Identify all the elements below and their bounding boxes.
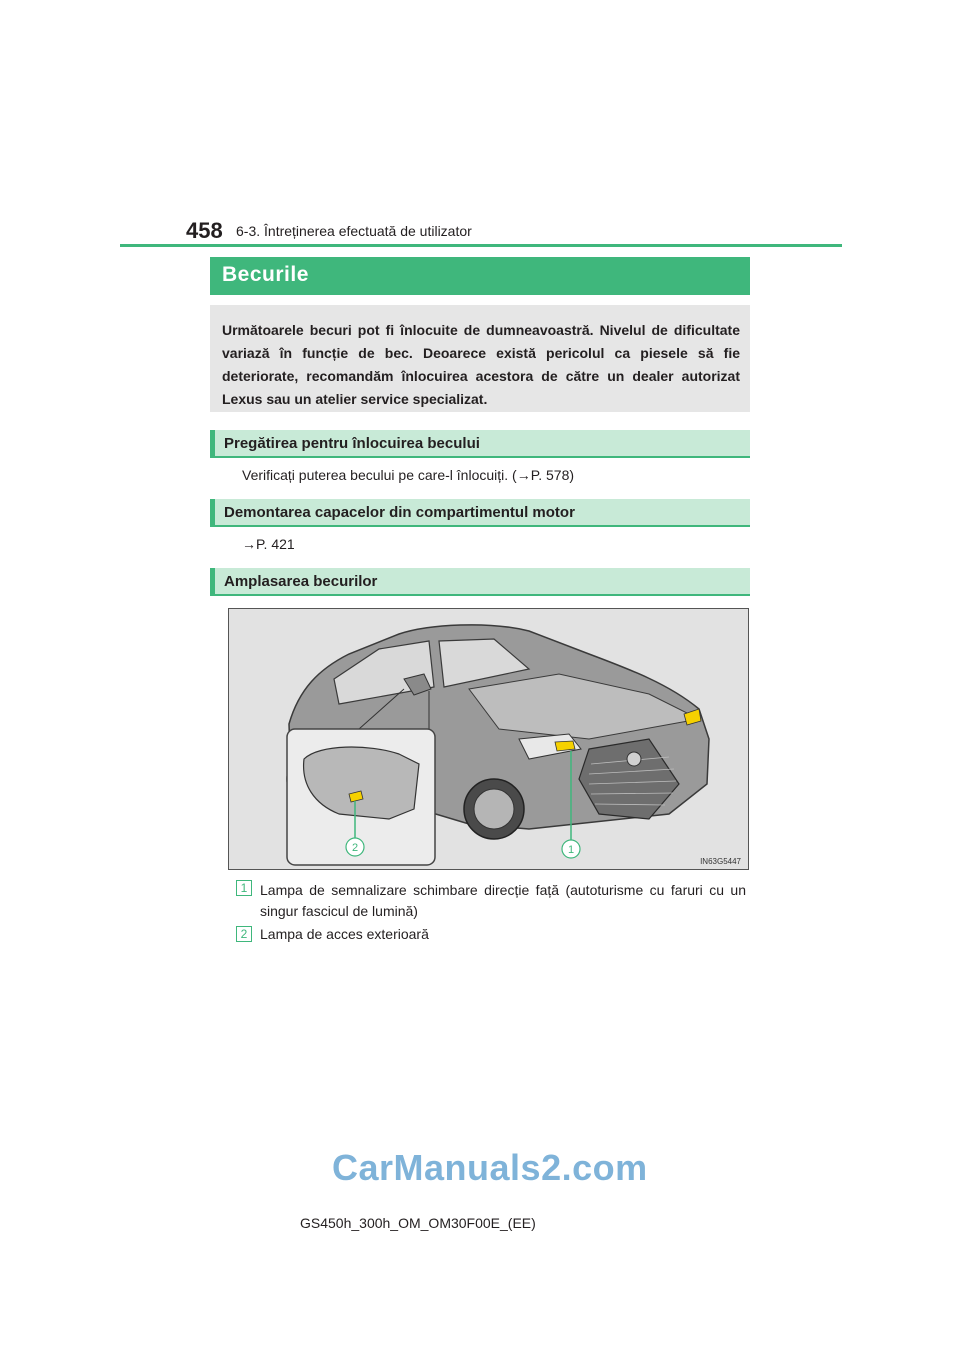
title-bar xyxy=(210,257,750,295)
covers-reference: →P. 421 xyxy=(242,536,295,552)
header-rule xyxy=(120,244,842,247)
legend-number: 1 xyxy=(236,880,252,896)
subheading-label: Demontarea capacelor din compartimentul motor xyxy=(224,504,575,521)
footer-code: GS450h_300h_OM_OM30F00E_(EE) xyxy=(300,1215,536,1231)
car-illustration xyxy=(229,609,748,869)
subheading-location xyxy=(210,568,750,596)
car-figure xyxy=(228,608,749,870)
page-number: 458 xyxy=(186,218,223,243)
subheading-label: Amplasarea becurilor xyxy=(224,573,378,590)
intro-box xyxy=(210,305,750,412)
subheading-covers xyxy=(210,499,750,527)
subheading-preparation xyxy=(210,430,750,458)
legend-number: 2 xyxy=(236,926,252,942)
legend-item-1-text: Lampa de semnalizare schimbare direcție față (autoturisme cu faruri cu un singur fascicul de lumină) xyxy=(260,882,746,919)
preparation-text: Verificați puterea becului pe care-l înlocuiți. (→P. 578) xyxy=(242,467,575,483)
page-title: Becurile xyxy=(222,263,309,286)
watermark: CarManuals2.com xyxy=(332,1147,648,1188)
section-path: 6-3. Întreținerea efectuată de utilizator xyxy=(236,223,472,239)
callout-2: 2 xyxy=(351,842,359,854)
callout-1: 1 xyxy=(567,844,575,856)
subheading-label: Pregătirea pentru înlocuirea becului xyxy=(224,435,480,452)
figure-code: IN63G5447 xyxy=(700,857,741,866)
legend-item-2-text: Lampa de acces exterioară xyxy=(260,926,429,942)
intro-text: Următoarele becuri pot fi înlocuite de dumneavoastră. Nivelul de dificultate variază în funcție de bec. Deoarece există pericolul ca piesele să fie deteriorate, recomandăm înlocuirea acestora de către un dealer autorizat Lexus sau un atelier service specializat. xyxy=(222,322,740,407)
